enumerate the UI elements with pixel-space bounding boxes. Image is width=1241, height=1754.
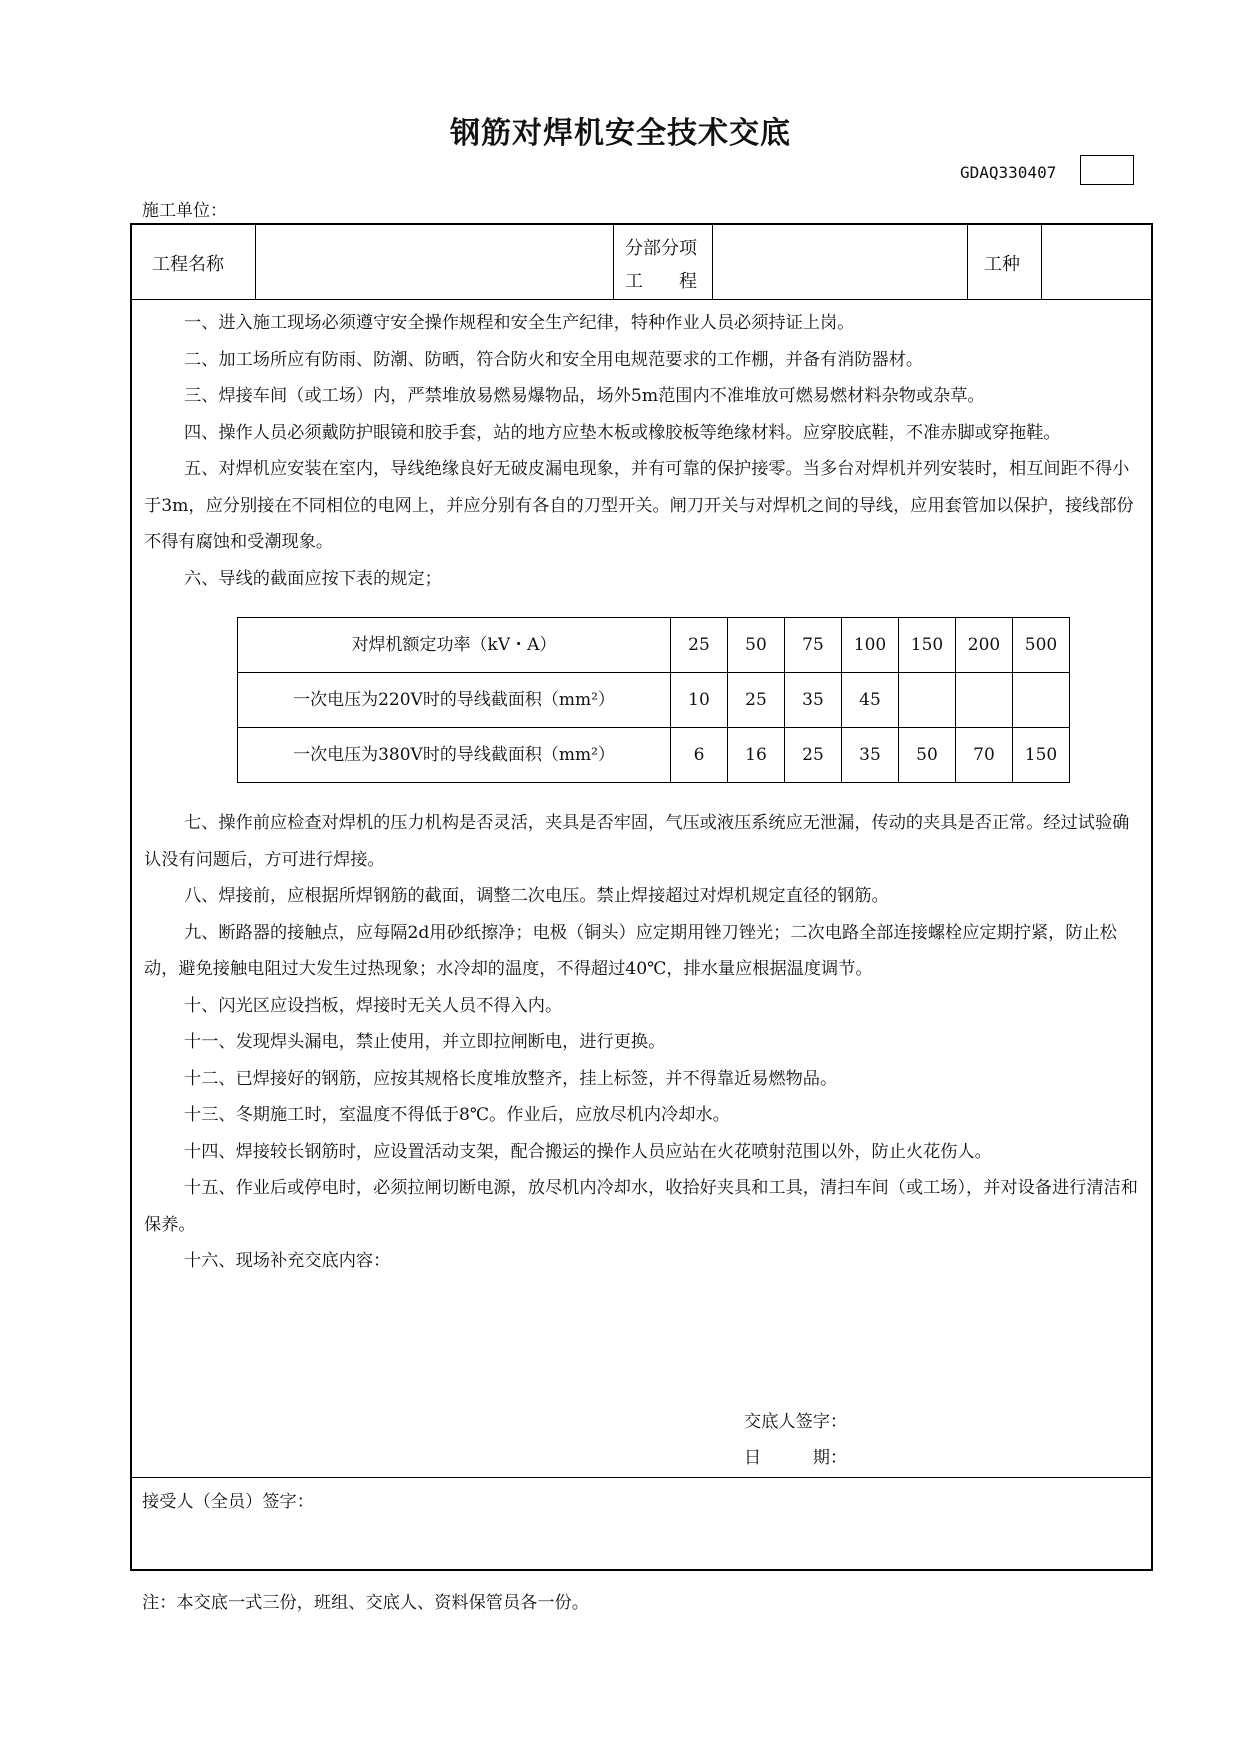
table-cell [899,673,956,728]
table-cell: 200 [956,618,1013,673]
wire-section-table [237,617,1070,783]
table-row [238,728,1070,783]
table-row [238,673,1070,728]
receiver-row-divider [132,1477,1151,1478]
table-cell: 25 [785,728,842,783]
item-11: 十一、发现焊头漏电，禁止使用，并立即拉闸断电，进行更换。 [184,1032,666,1052]
table-cell: 10 [671,673,728,728]
code-suffix-box[interactable] [1080,155,1134,185]
col-divider-4 [967,225,968,299]
disclosure-date-label: 日 期： [744,1448,848,1468]
table-cell: 6 [671,728,728,783]
header-row-divider [132,299,1151,300]
work-type-label: 工种 [984,254,1020,275]
table-cell: 50 [728,618,785,673]
disclosure-content [144,305,1142,1280]
voltage-380-label: 一次电压为380V时的导线截面积（mm²） [238,728,671,783]
table-cell: 25 [671,618,728,673]
item-12: 十二、已焊接好的钢筋，应按其规格长度堆放整齐，挂上标签，并不得靠近易燃物品。 [184,1068,838,1089]
table-cell [1013,673,1070,728]
project-name-field[interactable] [267,231,607,293]
sub-project-field[interactable] [722,231,960,293]
table-cell: 75 [785,618,842,673]
item-6: 六、导线的截面应按下表的规定； [184,568,442,589]
item-7: 七、操作前应检查对焊机的压力机构是否灵活，夹具是否牢固，气压或液压系统应无泄漏，传动的夹具是否正常。经过试验确认没有问题后，方可进行焊接。 [144,813,1130,870]
sub-project-label-line1: 分部分项 [625,238,697,259]
item-16: 十六、现场补充交底内容： [184,1251,391,1271]
item-9: 九、断路器的接触点，应每隔2d用砂纸擦净；电极（铜头）应定期用锉刀锉光；二次电路全部连接螺栓应定期拧紧，防止松动，避免接触电阻过大发生过热现象；水冷却的温度，不得超过40℃，排水量应根据温度调节。 [144,922,1117,979]
item-15: 十五、作业后或停电时，必须拉闸切断电源，放尽机内冷却水，收拾好夹具和工具，清扫车间（或工场），并对设备进行清洁和保养。 [144,1178,1138,1235]
construction-unit-label: 施工单位： [142,201,227,221]
table-row [238,618,1070,673]
table-cell: 25 [728,673,785,728]
col-divider-3 [712,225,713,299]
table-cell: 35 [785,673,842,728]
item-14: 十四、焊接较长钢筋时，应设置活动支架，配合搬运的操作人员应站在火花喷射范围以外，防止火花伤人。 [184,1141,992,1162]
document-title: 钢筋对焊机安全技术交底 [450,116,791,151]
item-1: 一、进入施工现场必须遵守安全操作规程和安全生产纪律，特种作业人员必须持证上岗。 [184,313,855,333]
item-10: 十、闪光区应设挡板，焊接时无关人员不得入内。 [184,995,563,1016]
receiver-signature-label: 接受人（全员）签字： [142,1492,314,1512]
item-3: 三、焊接车间（或工场）内，严禁堆放易燃易爆物品，场外5m范围内不准堆放可燃易燃材料杂物或杂草。 [184,386,985,406]
item-2: 二、加工场所应有防雨、防潮、防晒，符合防火和安全用电规范要求的工作棚，并备有消防器材。 [184,349,924,370]
table-cell: 70 [956,728,1013,783]
col-divider-2 [613,225,614,299]
document-code: GDAQ330407 [960,163,1057,182]
table-cell: 150 [899,618,956,673]
col-divider-5 [1041,225,1042,299]
voltage-220-label: 一次电压为220V时的导线截面积（mm²） [238,673,671,728]
rated-power-label: 对焊机额定功率（kV・A） [238,618,671,673]
disclosure-form [130,223,1153,1571]
table-cell: 150 [1013,728,1070,783]
table-cell: 100 [842,618,899,673]
footnote: 注：本交底一式三份，班组、交底人、资料保管员各一份。 [142,1593,589,1613]
item-4: 四、操作人员必须戴防护眼镜和胶手套，站的地方应垫木板或橡胶板等绝缘材料。应穿胶底鞋，不准赤脚或穿拖鞋。 [184,422,1061,443]
item-13: 十三、冬期施工时，室温度不得低于8℃。作业后，应放尽机内冷却水。 [184,1105,730,1125]
table-cell: 45 [842,673,899,728]
table-cell: 500 [1013,618,1070,673]
work-type-field[interactable] [1050,231,1148,293]
item-8: 八、焊接前，应根据所焊钢筋的截面，调整二次电压。禁止焊接超过对焊机规定直径的钢筋。 [184,886,889,906]
table-cell: 35 [842,728,899,783]
sub-project-label-line2: 工 程 [625,271,697,292]
table-cell: 16 [728,728,785,783]
project-name-label: 工程名称 [152,254,224,275]
table-cell [956,673,1013,728]
item-5: 五、对焊机应安装在室内，导线绝缘良好无破皮漏电现象，并有可靠的保护接零。当多台对焊机并列安装时，相互间距不得小于3m，应分别接在不同相位的电网上，并应分别有各自的刀型开关。闸刀开关与对焊机之间的导线，应用套管加以保护，接线部份不得有腐蚀和受潮现象。 [144,459,1134,552]
discloser-signature-label: 交底人签字： [744,1412,848,1432]
col-divider-1 [255,225,256,299]
table-cell: 50 [899,728,956,783]
